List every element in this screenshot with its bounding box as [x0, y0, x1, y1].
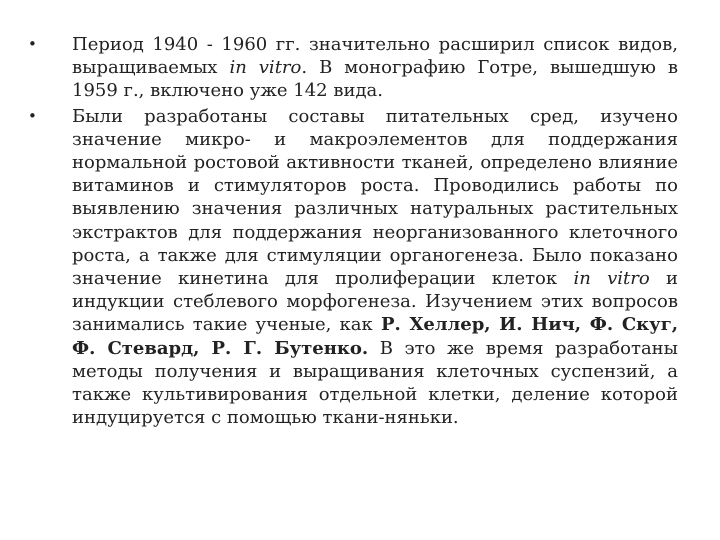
bullet-text-segment: Были разработаны составы питательных сред, изучено значение микро- и макроэлементов для поддержания нормальной ростовой активности тканей, определено влияние витаминов и стимуляторов роста. Проводились работы по выявлению значения различных натуральных растительных экстрактов для поддержания неорганизованного клеточного роста, а также для стимуляции органогенеза. Было показано значение кинетина для пролиферации клеток — [72, 105, 678, 290]
bullet-marker: • — [28, 106, 37, 125]
in-vitro-term: in vitro — [229, 57, 302, 79]
scientist-names: Р. Хеллер, И. Нич, Ф. Скуг, Ф. Стевард, Р. Г. Бутенко. — [72, 314, 678, 359]
bullet-text-segment: и индукции стеблевого морфогенеза. Изучением этих вопросов занимались такие ученые, как — [72, 268, 679, 336]
in-vitro-term: in vitro — [573, 268, 650, 290]
bullet-text-segment: Период 1940 - 1960 гг. значительно расширил список видов, выращиваемых — [72, 34, 678, 79]
bullet-marker: • — [28, 35, 37, 53]
bullet-text-segment: . В монографию Готре, вышедшую в 1959 г., включено уже 142 вида. — [72, 57, 679, 102]
bullet-text-segment: В это же время разработаны методы получения и выращивания клеточных суспензий, а также культивирования отдельной клетки, деление которой индуцируется с помощью ткани-няньки. — [72, 337, 678, 429]
bullet-list — [28, 33, 678, 431]
bullet-item-research — [28, 105, 678, 430]
bullet-item-period — [28, 33, 678, 103]
